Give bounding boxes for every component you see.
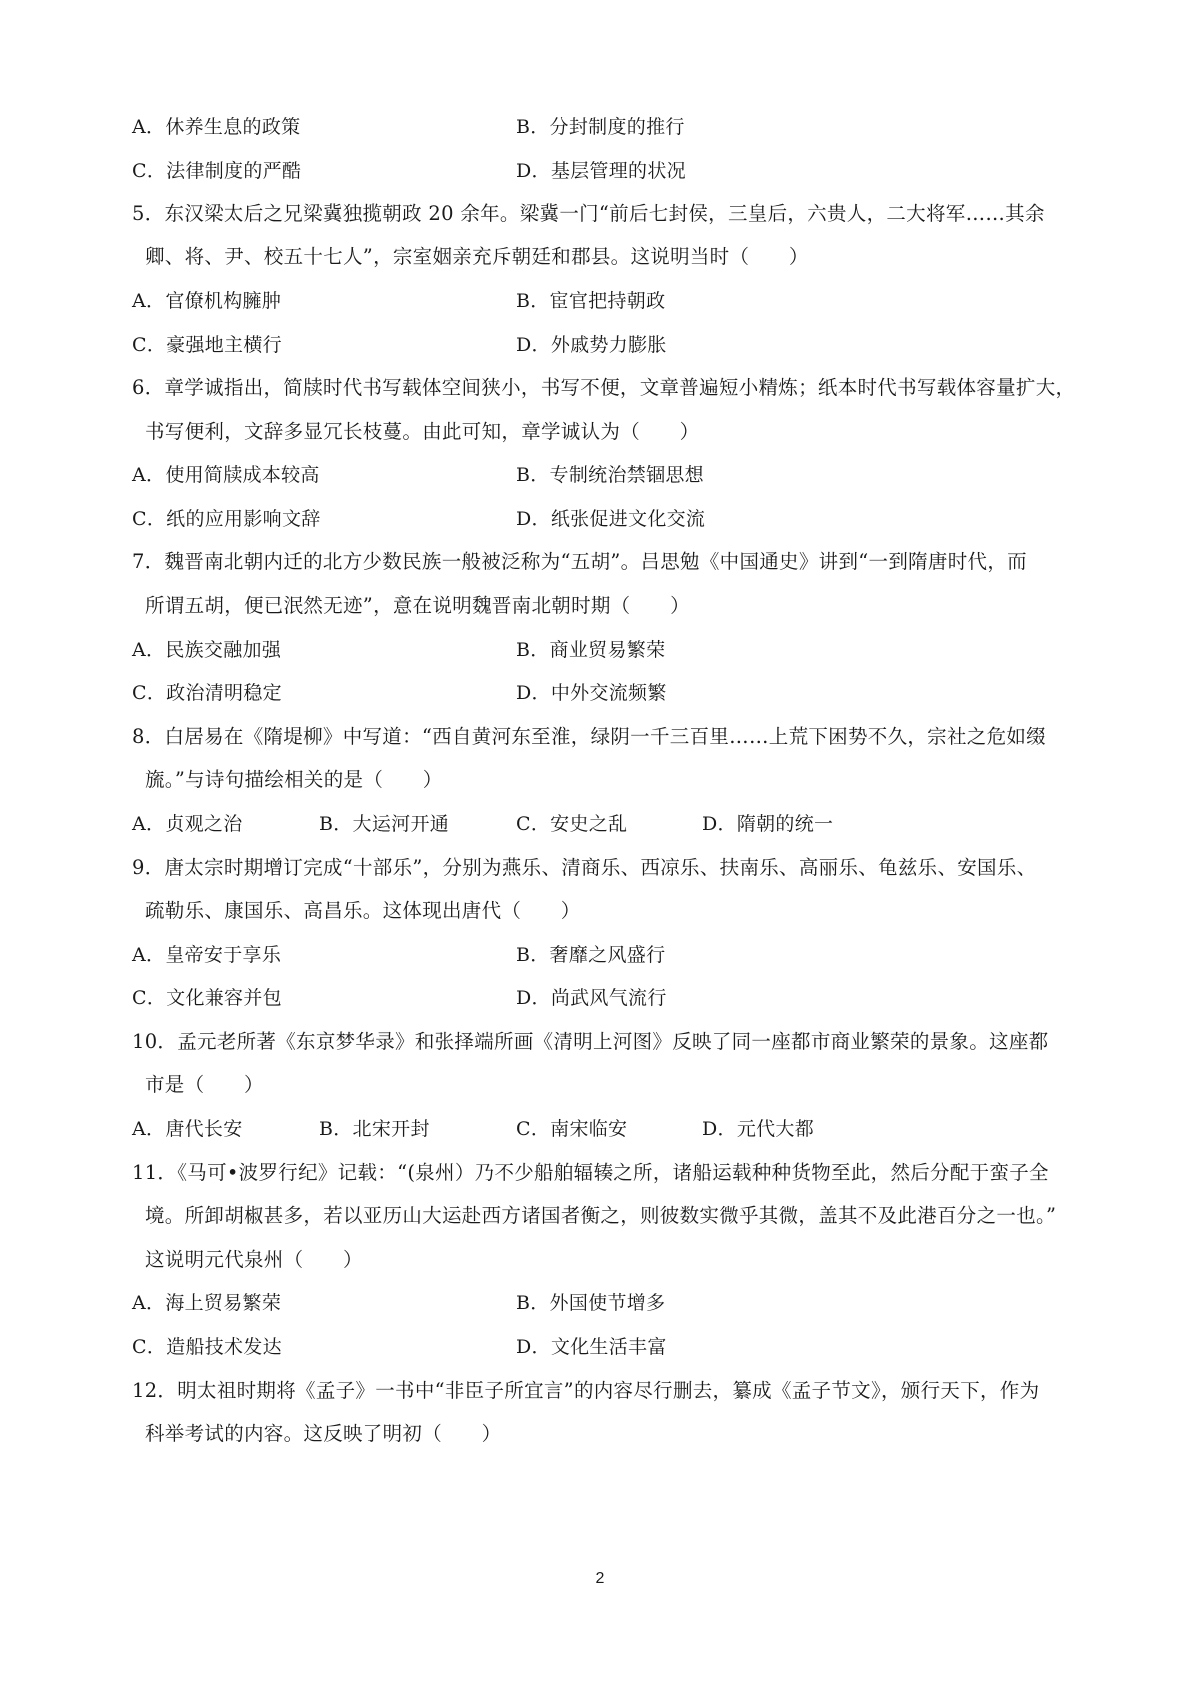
q5-stem-line-2: 卿、将、尹、校五十七人”，宗室姻亲充斥朝廷和郡县。这说明当时（ ） xyxy=(145,245,809,268)
q7-option-d: D．中外交流频繁 xyxy=(516,682,667,704)
q8-option-a: A．贞观之治 xyxy=(132,813,243,835)
q7-option-a: A．民族交融加强 xyxy=(132,639,282,661)
q10-option-a: A．唐代长安 xyxy=(132,1118,243,1140)
q5-option-c: C．豪强地主横行 xyxy=(132,334,282,356)
q11-option-a: A．海上贸易繁荣 xyxy=(132,1292,282,1314)
q6-stem-line-2: 书写便利，文辞多显冗长枝蔓。由此可知，章学诚认为（ ） xyxy=(145,420,700,443)
q11-stem-line-3: 这说明元代泉州（ ） xyxy=(145,1248,363,1271)
q10-option-c: C．南宋临安 xyxy=(516,1118,628,1140)
page-number: 2 xyxy=(595,1570,605,1587)
q11-option-c: C．造船技术发达 xyxy=(132,1336,282,1358)
q4-option-c: C．法律制度的严酷 xyxy=(132,160,302,182)
q7-stem-line-1: 7．魏晋南北朝内迁的北方少数民族一般被泛称为“五胡”。吕思勉《中国通史》讲到“一到隋唐时代，而 xyxy=(132,550,1027,573)
q7-option-b: B．商业贸易繁荣 xyxy=(516,639,666,661)
q11-option-d: D．文化生活丰富 xyxy=(516,1336,667,1358)
q9-stem-line-1: 9．唐太宗时期增订完成“十部乐”，分别为燕乐、清商乐、西凉乐、扶南乐、高丽乐、龟兹乐、安国乐、 xyxy=(132,856,1037,879)
q9-stem-line-2: 疏勒乐、康国乐、高昌乐。这体现出唐代（ ） xyxy=(145,899,581,922)
q4-option-b: B．分封制度的推行 xyxy=(516,116,685,138)
q11-option-b: B．外国使节增多 xyxy=(516,1292,666,1314)
q8-stem-line-2: 旒。”与诗句描绘相关的是（ ） xyxy=(145,768,443,791)
q9-option-c: C．文化兼容并包 xyxy=(132,987,282,1009)
q5-stem-line-1: 5．东汉梁太后之兄梁冀独揽朝政 20 余年。梁冀一门“前后七封侯，三皇后，六贵人，二大将军……其余 xyxy=(132,202,1045,225)
q9-option-a: A．皇帝安于享乐 xyxy=(132,944,282,966)
q10-stem-line-1: 10．孟元老所著《东京梦华录》和张择端所画《清明上河图》反映了同一座都市商业繁荣的景象。这座都 xyxy=(132,1030,1049,1053)
q9-option-b: B．奢靡之风盛行 xyxy=(516,944,666,966)
q8-stem-line-1: 8．白居易在《隋堤柳》中写道：“西自黄河东至淮，绿阴一千三百里……上荒下困势不久，宗社之危如缀 xyxy=(132,725,1046,748)
q10-option-b: B．北宋开封 xyxy=(319,1118,430,1140)
q10-option-d: D．元代大都 xyxy=(702,1118,815,1140)
q8-option-d: D．隋朝的统一 xyxy=(702,813,834,835)
q8-option-b: B．大运河开通 xyxy=(319,813,450,835)
q6-option-a: A．使用简牍成本较高 xyxy=(132,464,320,486)
q6-option-c: C．纸的应用影响文辞 xyxy=(132,508,321,530)
q4-option-a: A．休养生息的政策 xyxy=(132,116,301,138)
q12-stem-line-1: 12．明太祖时期将《孟子》一书中“非臣子所宜言”的内容尽行删去，纂成《孟子节文》，颁行天下，作为 xyxy=(132,1379,1040,1402)
q6-stem-line-1: 6．章学诚指出，简牍时代书写载体空间狭小，书写不便，文章普遍短小精炼；纸本时代书写载体容量扩大， xyxy=(132,376,1076,399)
q11-stem-line-2: 境。所卸胡椒甚多，若以亚历山大运赴西方诸国者衡之，则彼数实微乎其微，盖其不及此港百分之一也。” xyxy=(145,1204,1057,1227)
q10-stem-line-2: 市是（ ） xyxy=(145,1073,264,1096)
q7-stem-line-2: 所谓五胡，便已泯然无迹”，意在说明魏晋南北朝时期（ ） xyxy=(145,594,690,617)
q5-option-d: D．外戚势力膨胀 xyxy=(516,334,667,356)
q9-option-d: D．尚武风气流行 xyxy=(516,987,667,1009)
q11-stem-line-1: 11．《马可•波罗行纪》记载：“(泉州）乃不少船舶辐辏之所，诸船运载种种货物至此，然后分配于蛮子全 xyxy=(132,1161,1049,1184)
q5-option-b: B．宦官把持朝政 xyxy=(516,290,666,312)
q7-option-c: C．政治清明稳定 xyxy=(132,682,282,704)
q8-option-c: C．安史之乱 xyxy=(516,813,628,835)
q6-option-d: D．纸张促进文化交流 xyxy=(516,508,706,530)
q12-stem-line-2: 科举考试的内容。这反映了明初（ ） xyxy=(145,1422,502,1445)
q6-option-b: B．专制统治禁锢思想 xyxy=(516,464,704,486)
q4-option-d: D．基层管理的状况 xyxy=(516,160,686,182)
q5-option-a: A．官僚机构臃肿 xyxy=(132,290,282,312)
